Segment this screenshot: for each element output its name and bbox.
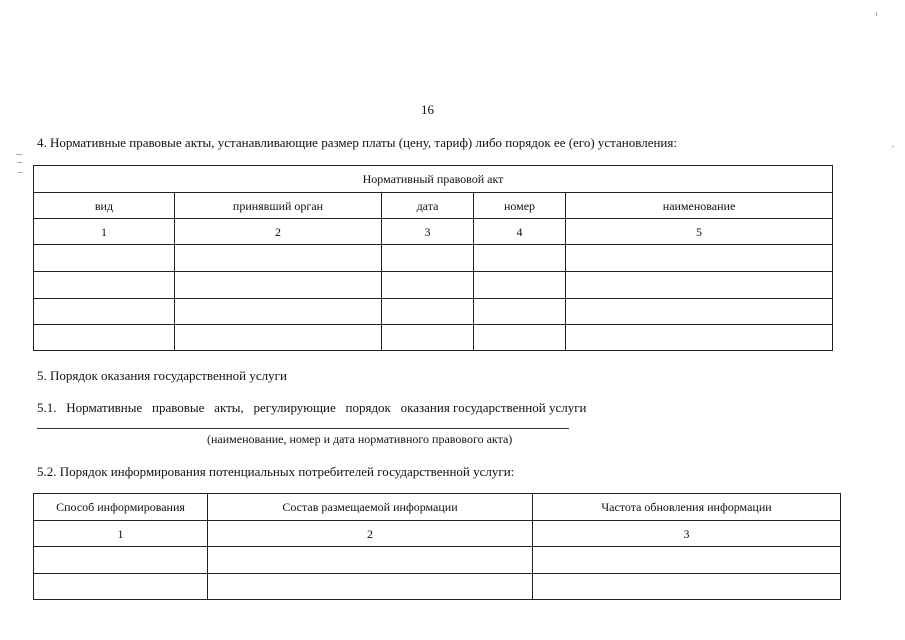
column-number: 5	[566, 219, 833, 245]
table-row	[34, 574, 841, 600]
column-number: 1	[34, 521, 208, 547]
table-cell	[175, 325, 382, 351]
table-cell	[175, 245, 382, 272]
scan-mark-left	[18, 172, 23, 173]
table-cell	[382, 325, 474, 351]
section-5-1-caption: (наименование, номер и дата нормативного правового акта)	[207, 432, 513, 446]
table-cell	[382, 299, 474, 325]
scan-mark-left	[16, 154, 22, 155]
table-cell	[533, 547, 841, 574]
table-cell	[474, 299, 566, 325]
column-header: принявший орган	[175, 193, 382, 219]
table-cell	[208, 574, 533, 600]
table-cell	[566, 325, 833, 351]
table-cell	[566, 299, 833, 325]
table-row	[34, 325, 833, 351]
column-number: 3	[382, 219, 474, 245]
column-number: 4	[474, 219, 566, 245]
table-cell	[208, 547, 533, 574]
section-4-heading: 4. Нормативные правовые акты, устанавливающие размер платы (цену, тариф) либо порядок ее (его) установления:	[37, 135, 677, 150]
table-cell	[566, 272, 833, 299]
page-number: 16	[421, 102, 434, 117]
column-header: наименование	[566, 193, 833, 219]
table-cell	[382, 245, 474, 272]
table-title: Нормативный правовой акт	[34, 166, 833, 193]
table-cell	[34, 245, 175, 272]
section-5-1-heading: 5.1. Нормативные правовые акты, регулирующие порядок оказания государственной услуги	[37, 400, 587, 415]
scan-mark-right	[892, 146, 894, 147]
column-number: 2	[175, 219, 382, 245]
table-row	[34, 299, 833, 325]
section-5-2-heading: 5.2. Порядок информирования потенциальных потребителей государственной услуги:	[37, 464, 515, 479]
table-cell	[474, 325, 566, 351]
table-cell	[175, 299, 382, 325]
table-cell	[566, 245, 833, 272]
table-cell	[34, 299, 175, 325]
column-header: Состав размещаемой информации	[208, 494, 533, 521]
informing-table	[33, 493, 841, 600]
table-row	[34, 547, 841, 574]
table-row	[34, 272, 833, 299]
section-5-heading: 5. Порядок оказания государственной услуги	[37, 368, 287, 383]
table-cell	[474, 272, 566, 299]
table-header-row	[34, 494, 841, 521]
table-cell	[533, 574, 841, 600]
table-cell	[34, 547, 208, 574]
scan-mark-left	[17, 162, 22, 163]
table-cell	[175, 272, 382, 299]
column-header: Способ информирования	[34, 494, 208, 521]
column-number-row	[34, 521, 841, 547]
scan-mark-top-right	[876, 12, 877, 16]
column-number: 2	[208, 521, 533, 547]
table-header-row	[34, 193, 833, 219]
table-cell	[34, 272, 175, 299]
column-number: 1	[34, 219, 175, 245]
column-header: дата	[382, 193, 474, 219]
table-cell	[474, 245, 566, 272]
table-title-row	[34, 166, 833, 193]
table-cell	[382, 272, 474, 299]
column-header: вид	[34, 193, 175, 219]
column-header: Частота обновления информации	[533, 494, 841, 521]
table-row	[34, 245, 833, 272]
table-cell	[34, 574, 208, 600]
column-header: номер	[474, 193, 566, 219]
regulatory-acts-table	[33, 165, 833, 351]
section-5-1-fill-line	[37, 428, 569, 429]
table-cell	[34, 325, 175, 351]
column-number: 3	[533, 521, 841, 547]
column-number-row	[34, 219, 833, 245]
